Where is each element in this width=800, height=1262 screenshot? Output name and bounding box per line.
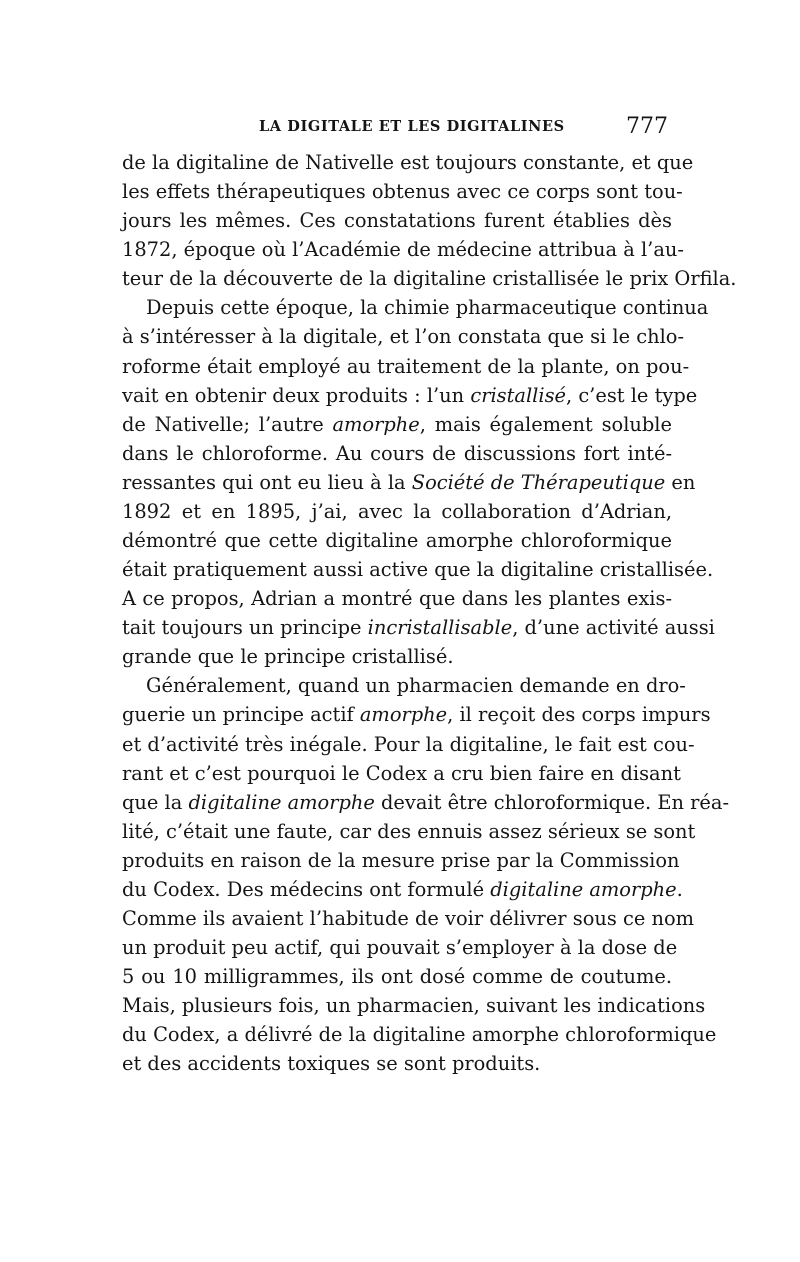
italic-term: Société de Thérapeutique [411, 470, 666, 494]
text-segment: Depuis cette époque, la chimie pharmaceutique continua [146, 296, 709, 320]
text-segment: Mais, plusieurs fois, un pharmacien, suivant les indications [122, 994, 706, 1018]
text-line [122, 584, 672, 613]
text-line [122, 235, 684, 264]
text-line [122, 904, 695, 933]
text-segment: de Nativelle; l’autre [122, 412, 333, 436]
text-line [122, 788, 730, 817]
text-segment: de la digitaline de Nativelle est toujours constante, et que [122, 151, 694, 174]
text-segment: que la [122, 790, 189, 814]
text-line [122, 642, 672, 671]
text-segment: teur de la découverte de la digitaline cristallisée le prix Orfila. [122, 267, 737, 291]
italic-term: digitaline amorphe [490, 877, 677, 901]
text-segment: 1872, époque où l’Académie de médecine attribua à l’au- [122, 238, 684, 262]
text-segment: , c’est le type [566, 383, 698, 407]
page-number: 777 [626, 114, 668, 139]
text-line [122, 322, 685, 351]
text-line [122, 206, 672, 235]
text-segment: A ce propos, Adrian a montré que dans les plantes exis- [122, 587, 672, 611]
italic-term: incristallisable [367, 616, 513, 640]
text-line [122, 613, 715, 642]
text-segment: lité, c’était une faute, car des ennuis assez sérieux se sont [122, 819, 696, 843]
text-segment: à s’intéresser à la digitale, et l’on constata que si le chlo- [122, 325, 685, 349]
text-segment: , d’une activité aussi [512, 616, 715, 640]
text-segment: du Codex. Des médecins ont formulé [122, 877, 491, 901]
text-line [122, 264, 737, 293]
text-segment: un produit peu actif, qui pouvait s’employer à la dose de [122, 936, 678, 960]
text-segment: jours les mêmes. Ces constatations furent établies dès [122, 209, 672, 233]
text-line [122, 817, 696, 846]
text-segment: et des accidents toxiques se sont produits. [122, 1052, 541, 1076]
text-line [122, 381, 698, 410]
text-line [122, 1049, 672, 1078]
text-line [122, 352, 690, 381]
text-line [122, 497, 672, 526]
running-title: LA DIGITALE ET LES DIGITALINES [259, 118, 565, 135]
text-segment: Généralement, quand un pharmacien demande en dro- [146, 674, 686, 698]
text-line [122, 293, 709, 322]
italic-term: amorphe [359, 703, 448, 727]
text-line [122, 875, 683, 904]
text-line [122, 439, 672, 468]
text-segment: guerie un principe actif [122, 703, 360, 727]
text-line [122, 526, 672, 555]
text-segment: ressantes qui ont eu lieu à la [122, 470, 412, 494]
text-segment: , il reçoit des corps impurs [447, 703, 711, 727]
text-segment: du Codex, a délivré de la digitaline amorphe chloroformique [122, 1023, 717, 1047]
text-line [122, 148, 694, 177]
text-line [122, 468, 696, 497]
body-text [122, 148, 737, 1079]
text-line [122, 962, 672, 991]
text-line [122, 759, 681, 788]
text-segment: devait être chloroformique. En réa- [374, 790, 730, 814]
text-segment: , mais également soluble [419, 412, 672, 436]
text-segment: roforme était employé au traitement de la plante, on pou- [122, 354, 690, 378]
text-line [122, 410, 672, 439]
text-segment: produits en raison de la mesure prise par la Commission [122, 848, 680, 872]
text-segment: dans le chloroforme. Au cours de discussions fort inté- [122, 441, 672, 465]
text-segment: 1892 et en 1895, j’ai, avec la collaboration d’Adrian, [122, 499, 672, 523]
text-line [122, 846, 680, 875]
italic-term: cristallisé [470, 383, 566, 407]
text-line [122, 933, 678, 962]
text-segment: tait toujours un principe [122, 616, 368, 640]
running-head [122, 114, 672, 142]
text-segment: 5 ou 10 milligrammes, ils ont dosé comme de coutume. [122, 965, 672, 989]
text-line [122, 177, 683, 206]
text-line [122, 671, 686, 700]
text-line [122, 700, 711, 729]
text-line [122, 555, 714, 584]
text-line [122, 991, 706, 1020]
italic-term: amorphe [332, 412, 420, 436]
text-segment: . [676, 877, 683, 901]
text-segment: les effets thérapeutiques obtenus avec ce corps sont tou- [122, 180, 683, 204]
text-segment: rant et c’est pourquoi le Codex a cru bien faire en disant [122, 761, 681, 785]
text-segment: démontré que cette digitaline amorphe chloroformique [122, 529, 672, 553]
text-segment: vait en obtenir deux produits : l’un [122, 383, 471, 407]
text-segment: était pratiquement aussi active que la digitaline cristallisée. [122, 558, 714, 582]
text-segment: en [665, 470, 696, 494]
italic-term: digitaline amorphe [188, 790, 375, 814]
text-segment: Comme ils avaient l’habitude de voir délivrer sous ce nom [122, 907, 695, 931]
text-line [122, 730, 695, 759]
text-segment: grande que le principe cristallisé. [122, 645, 454, 669]
text-segment: et d’activité très inégale. Pour la digitaline, le fait est cou- [122, 732, 695, 756]
text-line [122, 1020, 717, 1049]
